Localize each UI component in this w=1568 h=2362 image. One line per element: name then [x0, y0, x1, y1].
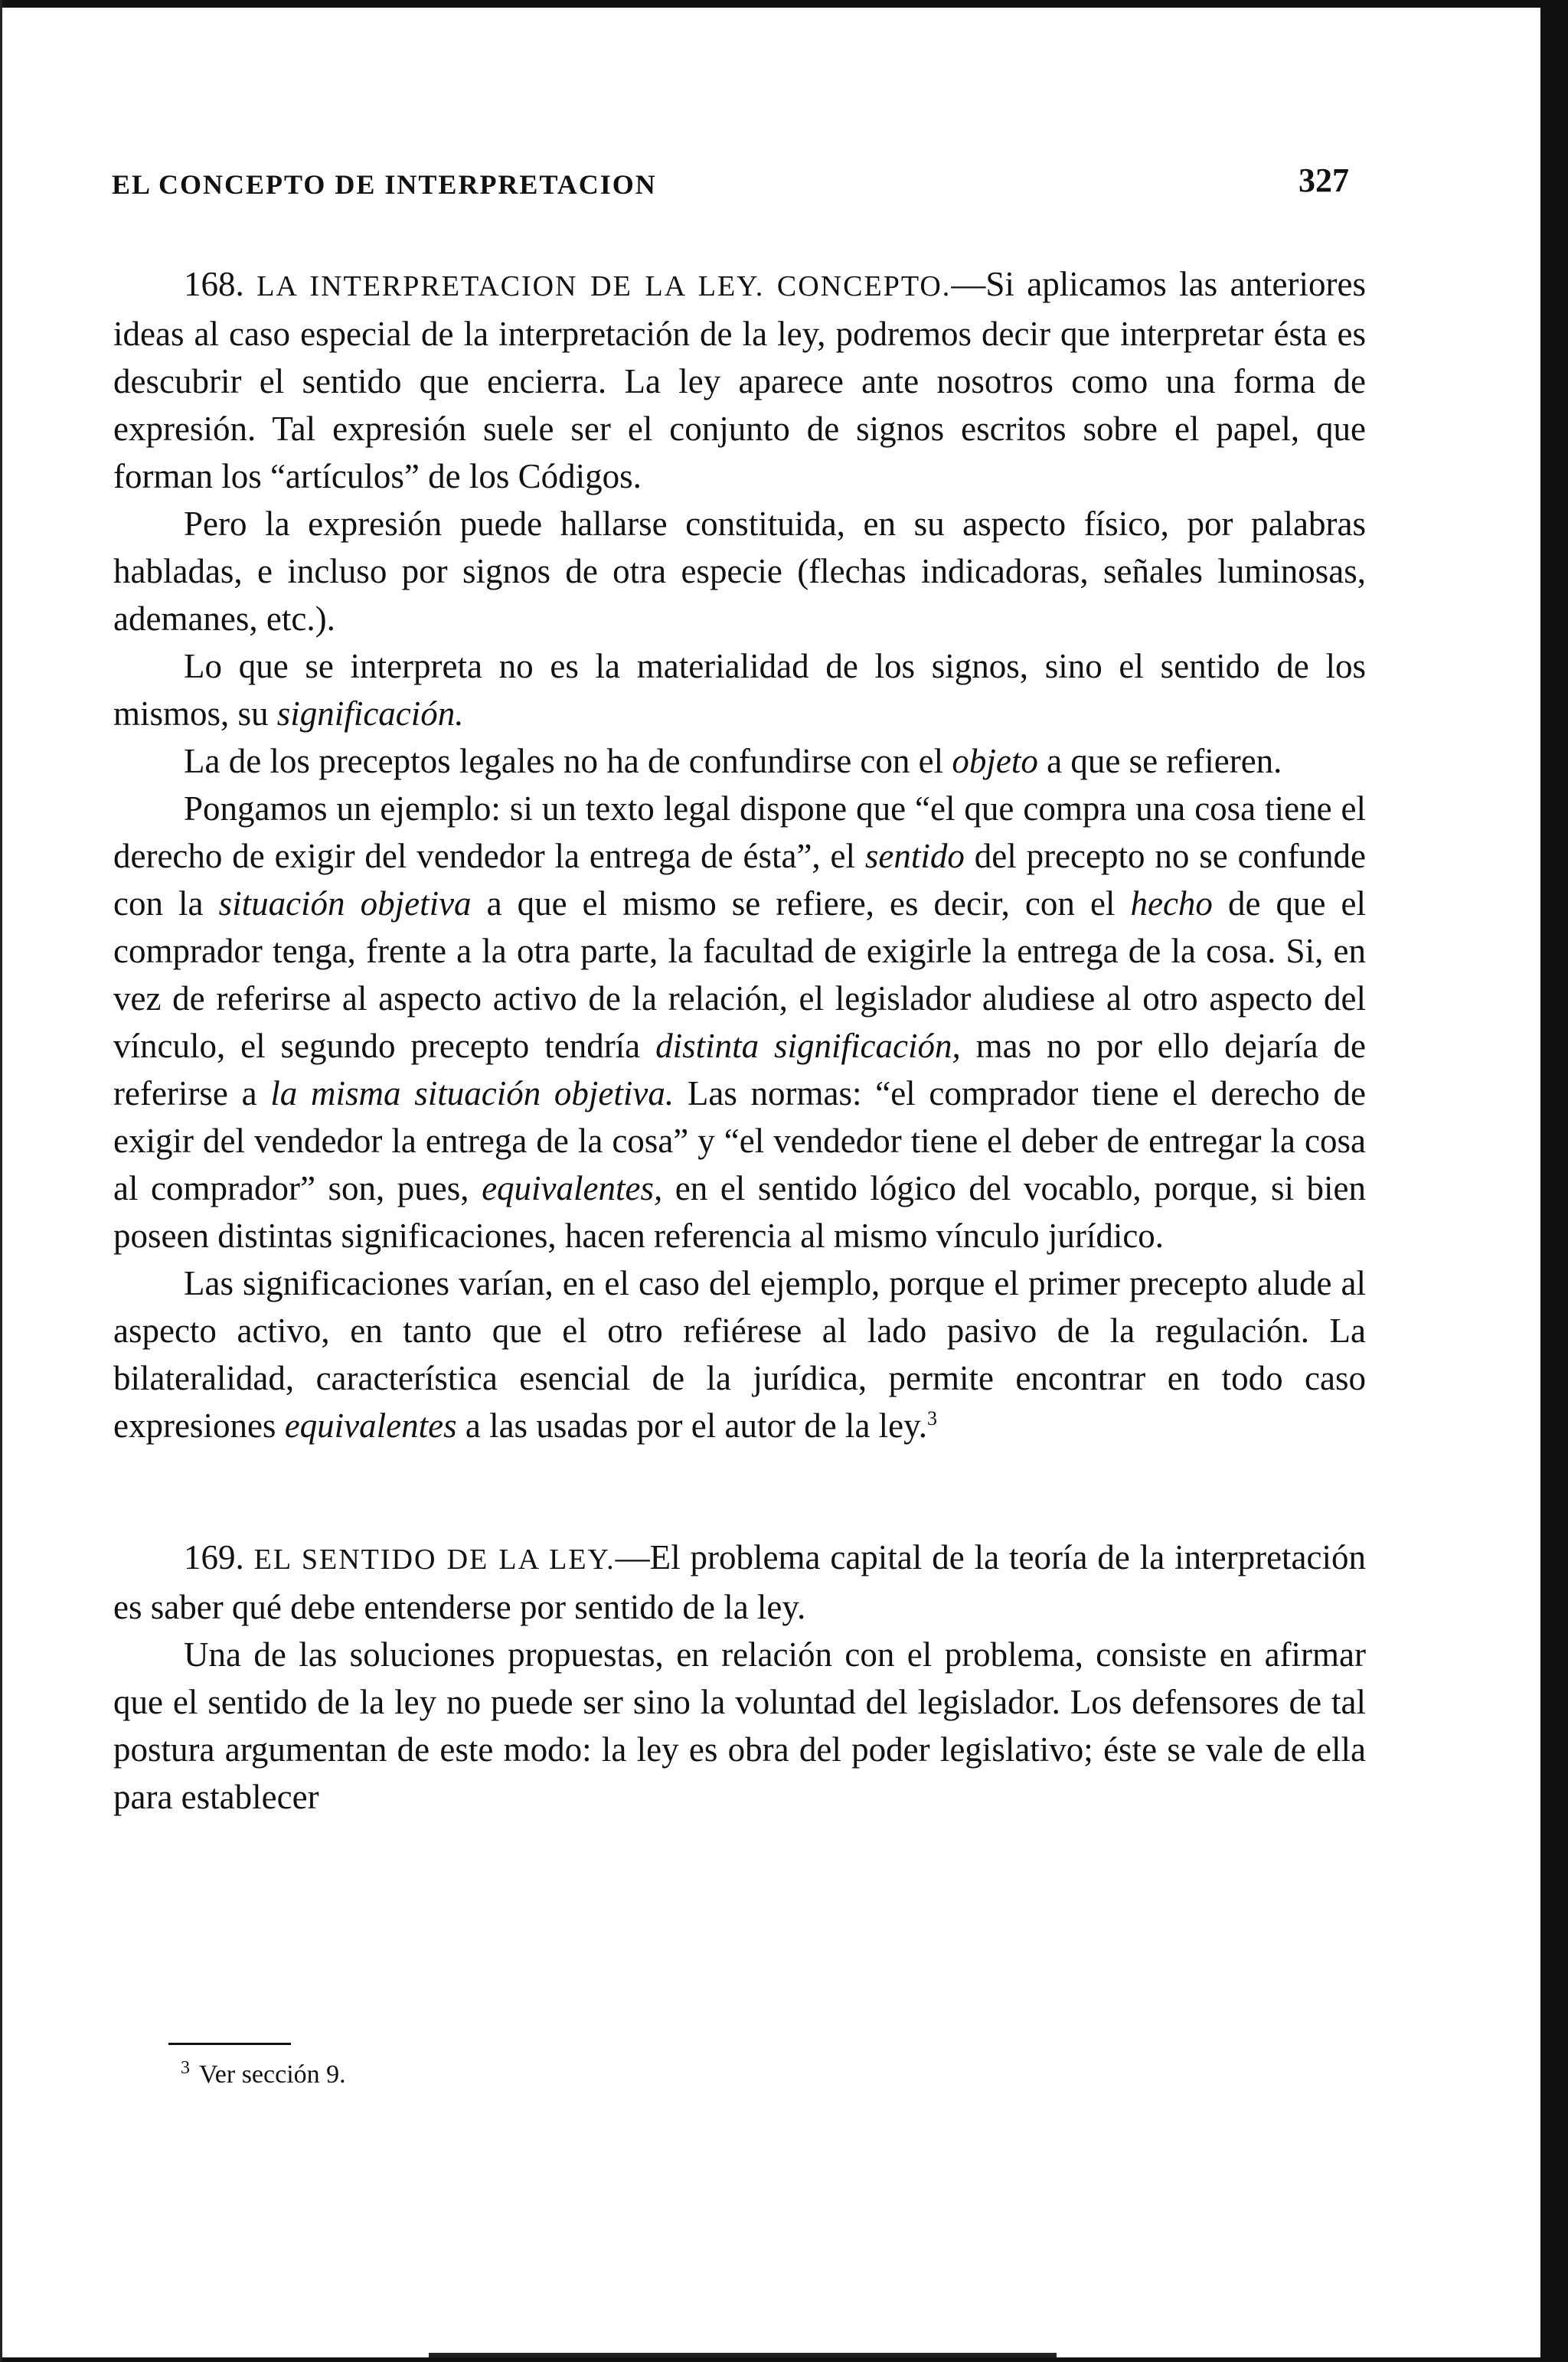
section-169-paragraph-1 [113, 1534, 1366, 1631]
paragraph-6-text-a: Las significaciones varían, en el caso del ejemplo, porque el primer precepto alude al aspecto activo, en tanto que el otro refiérese al lado pasivo de la regulación. La bilateralidad, característica esencial de la jurídica, permite encontrar en todo caso expresiones [113, 1264, 1366, 1445]
section-168-paragraph-3 [113, 642, 1366, 737]
paragraph-5-italic-1: sentido [864, 837, 965, 875]
section-168-paragraph-2: Pero la expresión puede hallarse constituida, en su aspecto físico, por palabras habladas, e incluso por signos de otra especie (flechas indicadoras, señales luminosas, ademanes, etc.). [113, 505, 1366, 638]
footnote-rule [168, 2043, 291, 2045]
section-169-text-1: —El problema capital de la teoría de la interpretación es saber qué debe entenderse por sentido de la ley. [113, 1538, 1367, 1626]
paragraph-3-italic: significación. [276, 694, 464, 733]
footnote-mark: 3 [181, 2057, 190, 2078]
paragraph-4-text-b: a que se refieren. [1037, 742, 1282, 780]
section-168-paragraph-5 [113, 785, 1366, 1259]
paragraph-5-text-a: Pongamos un ejemplo: si un texto legal dispone que “el que compra una cosa tiene el derecho de exigir del vendedor la entrega de ésta”, el [113, 789, 1366, 875]
footnote-text: Ver sección 9. [199, 2060, 346, 2089]
section-169-number: 169. [184, 1538, 244, 1576]
running-head-title: EL CONCEPTO DE INTERPRETACION [112, 169, 657, 200]
paragraph-5-italic-6: equivalentes, [482, 1169, 663, 1207]
paragraph-5-italic-5: la misma situación objetiva. [270, 1074, 675, 1112]
footnote-reference: 3 [926, 1407, 937, 1429]
paragraph-5-text-g: en el sentido lógico del vocablo, porque, si bien poseen distintas significaciones, hacen referencia al mismo vínculo jurídico. [113, 1169, 1366, 1255]
section-168-paragraph-6 [113, 1259, 1366, 1449]
page-number: 327 [1298, 162, 1349, 199]
paragraph-6-italic: equivalentes [284, 1406, 457, 1445]
section-168-paragraph-1 [113, 260, 1366, 500]
paragraph-6-text-b: a las usadas por el autor de la ley. [456, 1406, 927, 1445]
paragraph-4-italic: objeto [952, 742, 1038, 780]
paragraph-5-italic-2: situación objetiva [218, 884, 472, 923]
section-169-heading: EL SENTIDO DE LA LEY. [253, 1544, 616, 1576]
section-168-heading: LA INTERPRETACION DE LA LEY. CONCEPTO. [256, 270, 952, 302]
running-head [112, 158, 1349, 201]
section-168-text-1: —Si aplicamos las anteriores ideas al caso especial de la interpretación de la ley, podremos decir que interpretar ésta es descubrir el sentido que encierra. La ley aparece ante nosotros como una forma de expresión. Tal expresión suele ser el conjunto de signos escritos sobre el papel, que forman los “artículos” de los Códigos. [113, 265, 1366, 495]
paragraph-5-text-b: del precepto no se confunde con la [113, 837, 1366, 923]
paragraph-5-text-d: de que el comprador tenga, frente a la otra parte, la facultad de exigirle la entrega de la cosa. Si, en vez de referirse al aspecto activo de la relación, el legislador aludiese al otro aspecto del vínculo, el segundo precepto tendría [113, 884, 1367, 1065]
scan-border-top [0, 0, 1568, 8]
scan-border-left [0, 0, 2, 2362]
paragraph-5-italic-3: hecho [1130, 884, 1213, 923]
section-168-number: 168. [184, 265, 244, 303]
paragraph-3-text: Lo que se interpreta no es la materialidad de los signos, sino el sentido de los mismos, su [113, 647, 1366, 733]
scan-border-right [1540, 0, 1568, 2362]
paragraph-5-text-f: Las normas: “el comprador tiene el derecho de exigir del vendedor la entrega de la cosa” y “el vendedor tiene el deber de entregar la cosa al comprador” son, pues, [113, 1074, 1366, 1207]
scan-edge-shadow [429, 2353, 1057, 2357]
paragraph-5-text-e: mas no por ello dejaría de referirse a [113, 1027, 1366, 1112]
page-body [113, 260, 1366, 1821]
footnote [181, 2057, 346, 2093]
section-169-paragraph-2: Una de las soluciones propuestas, en relación con el problema, consiste en afirmar que el sentido de la ley no puede ser sino la voluntad del legislador. Los defensores de tal postura argumentan de este modo: la ley es obra del poder legislativo; éste se vale de ella para establecer [113, 1635, 1366, 1816]
paragraph-5-text-c: a que el mismo se refiere, es decir, con el [471, 884, 1131, 923]
section-168-paragraph-4 [113, 737, 1366, 785]
paragraph-5-italic-4: distinta significación, [655, 1027, 961, 1065]
scan-border-bottom [0, 2357, 1568, 2362]
paragraph-4-text-a: La de los preceptos legales no ha de confundirse con el [184, 742, 952, 780]
